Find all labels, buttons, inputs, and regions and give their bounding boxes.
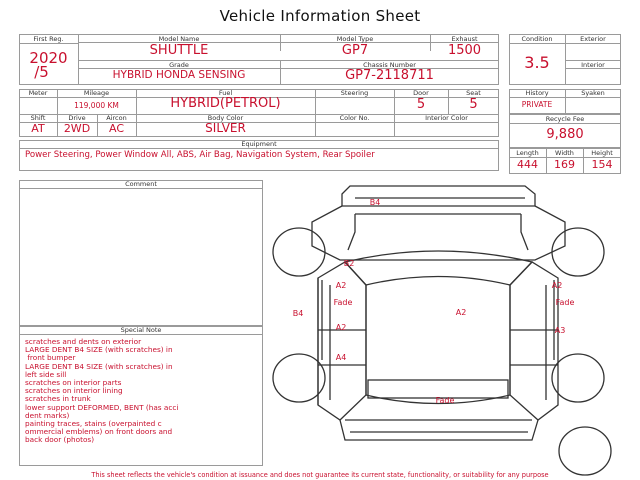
grade-label: Grade (169, 61, 189, 69)
damage-mark-right-a3: A3 (554, 326, 566, 335)
model-type-label: Model Type (336, 35, 374, 43)
seat-value: 5 (469, 97, 478, 112)
width-label: Width (555, 149, 574, 157)
seat-label: Seat (466, 89, 481, 97)
damage-mark-right-fade: Fade (555, 298, 575, 307)
wheel-rear-right (552, 354, 604, 402)
model-name-label: Model Name (158, 35, 200, 43)
body-color-label: Body Color (207, 114, 244, 122)
first-reg-label: First Reg. (33, 35, 64, 43)
special-note-line: scratches and dents on exterior (25, 337, 142, 346)
special-note-line: scratches on interior parts (25, 378, 122, 388)
shift-label: Shift (30, 114, 46, 122)
wheel-front-right (552, 228, 604, 276)
drive-value: 2WD (63, 122, 91, 135)
door-value: 5 (416, 97, 426, 112)
condition-label: Condition (521, 35, 553, 43)
recycle-fee-value: 9,880 (546, 127, 584, 142)
exhaust-value: 1500 (447, 43, 482, 58)
steering-label: Steering (340, 89, 369, 97)
door-label: Door (413, 89, 429, 97)
fuel-value: HYBRID(PETROL) (170, 96, 281, 111)
drive-label: Drive (68, 114, 86, 122)
special-note-label: Special Note (120, 326, 162, 334)
color-no-label: Color No. (339, 114, 370, 122)
rear-body (340, 420, 538, 440)
damage-mark-left-a4: A4 (335, 353, 347, 362)
interior-color-label: Interior Color (425, 114, 468, 122)
model-type-value: GP7 (341, 43, 369, 58)
chassis-number-label: Chassis Number (363, 61, 416, 69)
special-note-line: lower support DEFORMED, BENT (has acci (25, 402, 179, 412)
first-reg-year: 2020 (29, 49, 68, 67)
wheel-rear-left (273, 354, 325, 402)
condition-grade: 3.5 (524, 53, 550, 72)
fuel-label: Fuel (218, 89, 233, 97)
interior-label: Interior (581, 61, 605, 69)
body-color-value: SILVER (205, 121, 246, 135)
special-note-line: scratches on interior lining (25, 386, 123, 396)
damage-mark-b2: B2 (343, 259, 355, 268)
damage-mark-left-a2-mid: A2 (335, 323, 347, 332)
length-label: Length (516, 149, 539, 157)
special-note-line: LARGE DENT B4 SIZE (with scratches) in (25, 361, 173, 371)
model-name-value: SHUTTLE (149, 43, 209, 58)
damage-mark-center-a2: A2 (455, 308, 467, 317)
meter-label: Meter (28, 89, 48, 97)
special-note-line: ommercial emblems) on front doors and (25, 427, 173, 437)
height-label: Height (591, 149, 613, 157)
special-note-line: painting traces, stains (overpainted c (25, 419, 162, 429)
aircon-value: AC (108, 122, 124, 135)
disclaimer-footer: This sheet reflects the vehicle's condition at issuance and does not guarantee its current state, functionality, or suitability for any purpose (91, 471, 549, 479)
special-note-line: left side sill (25, 369, 67, 379)
exhaust-label: Exhaust (451, 35, 478, 43)
length-value: 444 (517, 158, 538, 171)
damage-mark-rear-fade: Fade (435, 396, 455, 405)
chassis-number-value: GP7-2118711 (345, 68, 434, 83)
spare-wheel (559, 427, 611, 475)
aircon-label: Aircon (106, 114, 127, 122)
equipment-label: Equipment (241, 140, 277, 148)
special-note-line: LARGE DENT B4 SIZE (with scratches) in (25, 345, 173, 355)
history-value: PRIVATE (521, 100, 553, 109)
comment-label: Comment (125, 180, 157, 188)
damage-mark-front-b4: B4 (369, 198, 381, 207)
damage-mark-left-fade: Fade (333, 298, 353, 307)
damage-mark-right-a2: A2 (551, 281, 563, 290)
roof (366, 285, 510, 404)
special-note-line: scratches in trunk (25, 394, 91, 404)
shift-value: AT (31, 122, 45, 135)
sheet-title: Vehicle Information Sheet (219, 7, 421, 25)
wheel-front-left (273, 228, 325, 276)
damage-mark-left-b4: B4 (292, 309, 304, 318)
width-value: 169 (554, 158, 575, 171)
history-label: History (525, 89, 549, 97)
recycle-fee-label: Recycle Fee (545, 115, 585, 123)
windshield (345, 251, 532, 285)
mileage-label: Mileage (83, 89, 110, 97)
syaken-label: Syaken (581, 89, 605, 97)
equipment-value: Power Steering, Power Window All, ABS, Air Bag, Navigation System, Rear Spoiler (25, 150, 375, 160)
special-note-line: back door (photos) (25, 435, 95, 445)
height-value: 154 (591, 158, 613, 171)
damage-mark-left-a2-top: A2 (335, 281, 347, 290)
grade-value: HYBRID HONDA SENSING (112, 69, 246, 81)
mileage-value: 119,000 KM (74, 101, 119, 110)
first-reg-month: /5 (34, 63, 49, 81)
exterior-label: Exterior (580, 35, 606, 43)
special-note-line: front bumper (25, 353, 76, 363)
special-note-line: dent marks) (25, 410, 70, 420)
